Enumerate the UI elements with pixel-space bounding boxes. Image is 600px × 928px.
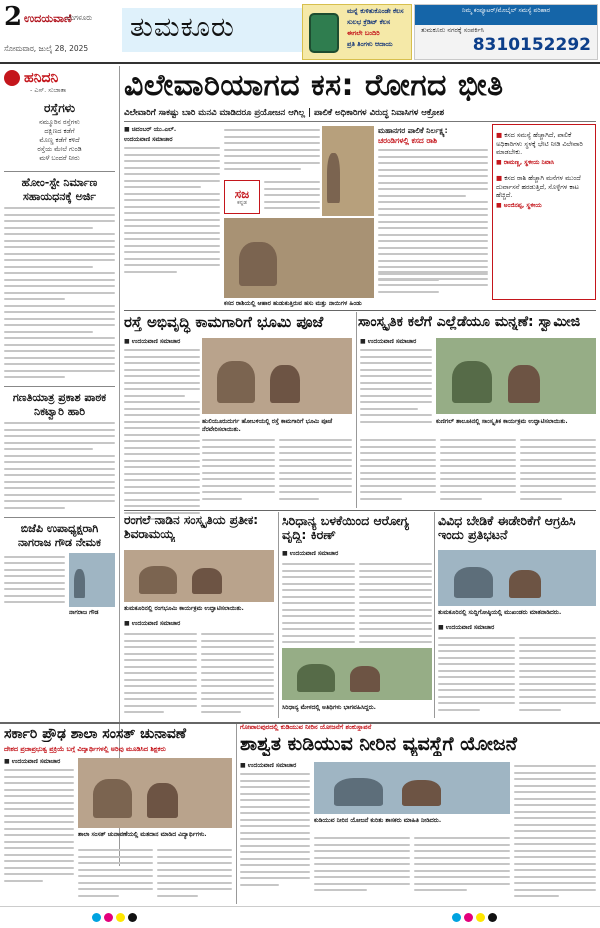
quote-item: ■ ಕಸದ ರಾಶಿ ಹೆಚ್ಚಾಗಿ ಮನೆಗಳ ಮುಂದೆ ದುರ್ವಾಸನೆ ಹರಡುತ್ತಿದೆ, ಸೊಳ್ಳೆಗಳ ಕಾಟ ಹೆಚ್ಚಿದೆ. — [496, 174, 592, 200]
story-body — [4, 422, 115, 509]
photo-caption: ಸಿರಿಧಾನ್ಯ ಮೇಳದಲ್ಲಿ ಅತಿಥಿಗಳು ಭಾಗವಹಿಸಿದ್ದರು. — [282, 704, 376, 711]
story-body — [4, 207, 115, 378]
story-headline: ರಂಗಲೆ ನಾಡಿನ ಸಂಸ್ಕೃತಿಯ ಪ್ರತೀಕ: ಶಿವರಾಮಯ್ಯ — [124, 514, 259, 541]
story-kicker: ಗೋಪಾಲಪುರದಲ್ಲಿ ಕುಡಿಯುವ ನೀರಿನ ಯೋಜನೆಗೆ ಶಂಕುಸ್ಥಾಪನೆ — [240, 724, 372, 731]
ad1-line: ಈಗಲೇ ಬಂದಿರಿ — [347, 29, 380, 37]
issue-date: ಸೋಮವಾರ, ಜುಲೈ 28, 2025 — [4, 44, 89, 53]
bureau: ಉದಯವಾಣಿ ಸಮಾಚಾರ — [124, 136, 173, 143]
yellow-dot-icon — [476, 913, 485, 922]
divider — [124, 310, 596, 311]
story-body-col — [282, 550, 432, 654]
story-body-col — [360, 436, 596, 504]
story-headline: ಗಣತಿಯಾತ್ರ ಪ್ರಕಾಶ ಪಾಠಕ ನಿಕಟ್ವಾರಿ ಹಾರಿ — [4, 386, 115, 419]
divider — [124, 510, 596, 511]
story-subhead: ದೇಶದ ಪ್ರಜಾಪ್ರಭುತ್ವ ಪ್ರಕ್ರಿಯೆ ಬಗ್ಗೆ ವಿದ್ಯಾರ್ಥಿಗಳಲ್ಲಿ ಅರಿವು ಮೂಡಿಸಿದ ಶಿಕ್ಷಕರು — [4, 746, 166, 753]
ad2-phone-number: 8310152292 — [472, 35, 591, 55]
photo-caption: ನಾಗರಾಜ ಗೌಡ — [69, 608, 99, 616]
advertisement-2 — [414, 4, 598, 60]
story-headline: ರಸ್ತೆ ಅಭಿವೃದ್ಧಿ ಕಾಮಗಾರಿಗೆ ಭೂಮಿ ಪೂಜೆ — [124, 314, 324, 331]
column-logo — [4, 70, 115, 86]
bureau: ■ ಉದಯವಾಣಿ ಸಮಾಚಾರ — [124, 338, 181, 345]
ad2-mid-text: ತುಮಕೂರು ನಗರಕ್ಕೆ ಸಂಪರ್ಕಿಸಿ — [421, 26, 485, 34]
bureau: ■ ಉದಯವಾಣಿ ಸಮಾಚಾರ — [4, 758, 61, 765]
quote-author: ■ ರಾಮಣ್ಣ, ಸ್ಥಳೀಯ ನಿವಾಸಿ — [496, 158, 555, 166]
advertisement-1 — [302, 4, 412, 60]
story-headline: ಸಾಂಸ್ಕೃತಿಕ ಕಲೆಗೆ ಎಲ್ಲೆಡೆಯೂ ಮನ್ನಣೆ: ಸ್ವಾಮೀಜಿ — [358, 314, 581, 330]
drop-icon — [4, 70, 20, 86]
news-photo — [314, 762, 510, 814]
photo-caption: ಹುಲಿಯೂರುದುರ್ಗ ಹೋಬಳಿಯಲ್ಲಿ ರಸ್ತೆ ಕಾಮಗಾರಿಗೆ ಭೂಮಿ ಪೂಜೆ ನೆರವೇರಿಸಲಾಯಿತು. — [202, 418, 333, 433]
story-body-col — [78, 846, 232, 901]
quote-author: ■ ಅಂಜಿನಪ್ಪ, ಸ್ಥಳೀಯ — [496, 201, 542, 209]
black-dot-icon — [488, 913, 497, 922]
masthead — [0, 0, 600, 64]
story-headline: ಬಿಜೆಪಿ ಉಪಾಧ್ಯಕ್ಷರಾಗಿ ನಾಗರಾಜ ಗೌಡ ನೇಮಕ — [4, 517, 115, 550]
page-number: 2 — [4, 2, 23, 32]
yellow-dot-icon — [116, 913, 125, 922]
story-body-col — [514, 762, 596, 902]
phone-icon — [309, 13, 339, 53]
poem-line: ಮೊಣ್ಣ ಕಡೆಗೆ ಕಳಿದೆ — [39, 136, 80, 144]
photo-caption: ಶಾಲಾ ಸಂಸತ್ ಚುನಾವಣೆಯಲ್ಲಿ ಮತದಾನ ಮಾಡಿದ ವಿದ್ಯಾರ್ಥಿಗಳು. — [78, 831, 207, 838]
story-headline: ಸಿರಿಧಾನ್ಯ ಬಳಕೆಯಿಂದ ಆರೋಗ್ಯ ವೃದ್ಧಿ: ಕಿರಣ್ — [282, 514, 409, 543]
cyan-dot-icon — [92, 913, 101, 922]
print-registration-strip — [0, 906, 600, 928]
story-body — [4, 556, 65, 617]
photo-caption: ಕುಡಿಯುವ ನೀರಿನ ಯೋಜನೆ ಕುರಿತು ಶಾಸಕರು ಮಾಹಿತಿ ನೀಡಿದರು. — [314, 817, 442, 824]
paper-name: ಉದಯವಾಣಿ — [24, 12, 72, 25]
lead-subhead: ವಿಲೇವಾರಿಗೆ ಸಾಕಷ್ಟು ಬಾರಿ ಮನವಿ ಮಾಡಿದರೂ ಪ್ರಯೋಜನ ಆಗಿಲ್ಲ | ಪಾಲಿಕೆ ಅಧಿಕಾರಿಗಳ ವಿರುದ್ಧ ನಿವಾಸಿಗಳ ಆಕ್ರೋಶ — [124, 108, 596, 122]
black-dot-icon — [128, 913, 137, 922]
ad2-banner — [415, 5, 597, 25]
news-photo — [438, 550, 596, 606]
ad1-line: ಮನ್ನೆ ಕುಳಿತುಕೊಂಡೇ ಕೆಲಸ — [347, 7, 404, 15]
story-headline: ವಿವಿಧ ಬೇಡಿಕೆ ಈಡೇರಿಕೆಗೆ ಆಗ್ರಹಿಸಿ ಇಂದು ಪ್ರತಿಭಟನೆ — [438, 514, 576, 543]
story-body-col — [360, 338, 432, 427]
garbage-photo-top — [322, 126, 374, 216]
story-body-col — [4, 758, 74, 886]
story-body-col — [124, 620, 274, 718]
magenta-dot-icon — [104, 913, 113, 922]
story-body-col — [314, 834, 510, 896]
box-head-red: ಮಹಾನಗರ ಪಾಲಿಕೆ ನಿರ್ಲಕ್ಷ್ಯ: — [378, 126, 448, 135]
photo-caption: ಕುಣಿಗಲ್ ತಾಲೂಕಿನಲ್ಲಿ ಸಾಂಸ್ಕೃತಿಕ ಕಾರ್ಯಕ್ರಮ ಉದ್ಘಾಟಿಸಲಾಯಿತು. — [436, 418, 568, 425]
bureau: ■ ಉದಯವಾಣಿ ಸಮಾಚಾರ — [124, 620, 181, 627]
quotes-box — [492, 124, 596, 300]
story-headline: ಹೋಂ-ಸ್ಟೇ ನಿರ್ಮಾಣ ಸಹಾಯಧನಕ್ಕೆ ಅರ್ಜಿ — [4, 171, 115, 204]
lead-column-2b — [264, 178, 320, 218]
sajha-tag: ಸಜ — [234, 186, 250, 201]
poem-body — [4, 118, 115, 163]
ad1-line: ಪ್ರತಿ ತಿಂಗಳು ಆದಾಯ — [347, 40, 393, 48]
column-divider — [434, 512, 435, 718]
poem-title: ರಸ್ತೆಗಳು — [43, 101, 76, 115]
city-banner — [122, 8, 302, 52]
column-divider — [356, 312, 357, 508]
city-name: ತುಮಕೂರು — [130, 12, 235, 43]
lead-column-3 — [378, 126, 488, 286]
lead-headline: ವಿಲೇವಾರಿಯಾಗದ ಕಸ: ರೋಗದ ಭೀತಿ — [124, 68, 504, 103]
news-photo — [202, 338, 352, 414]
lead-column-2 — [224, 126, 320, 176]
lead-body — [124, 147, 220, 273]
story-headline: ಸರ್ಕಾರಿ ಪ್ರೌಢ ಶಾಲಾ ಸಂಸತ್ ಚುನಾವಣೆ — [4, 726, 187, 742]
bureau: ■ ಉದಯವಾಣಿ ಸಮಾಚಾರ — [438, 624, 495, 631]
bureau: ■ ಉದಯವಾಣಿ ಸಮಾಚಾರ — [282, 550, 339, 557]
ad2-top-text: ನಿಮ್ಮ ಕಂಪ್ಯೂಟರ್/ಮೊಬೈಲ್ ಸಮಸ್ಯೆ ಪರಿಹಾರ — [462, 7, 550, 14]
bureau: ■ ಉದಯವಾಣಿ ಸಮಾಚಾರ — [360, 338, 417, 345]
paper-edition: ಬೆಂಗಳೂರು — [66, 14, 93, 22]
news-photo — [78, 758, 232, 828]
column-author: - ಎಸ್. ಸುಜಾತಾ — [30, 86, 67, 94]
byline: ■ ಚಿದಂಬರ್ ಯು.ಎಲ್. — [124, 126, 177, 133]
photo-caption: ತುಮಕೂರಿನಲ್ಲಿ ರಂಗಭೂಮಿ ಕಾರ್ಯಕ್ರಮ ಉದ್ಘಾಟಿಸಲಾಯಿತು. — [124, 605, 244, 612]
column-divider — [236, 724, 237, 904]
ad1-line: ಸುಲಭ ಕ್ರೆಡಿಟ್ ಕೆಲಸ — [347, 18, 391, 26]
lead-column-3b — [378, 268, 488, 297]
sajha-sub: ಕನ್ನಡ — [237, 199, 247, 206]
column-divider — [278, 512, 279, 718]
story-body-col — [124, 338, 200, 525]
news-photo — [282, 648, 432, 700]
poem-line: ನಮ್ಮೂರಿನ ರಸ್ತೆಗಳು — [39, 118, 80, 126]
portrait-photo — [69, 553, 115, 607]
box-head-black: ಚರಂಡಿಗಳಲ್ಲಿ ಕಸದ ರಾಶಿ — [378, 136, 438, 145]
lead-column-1 — [124, 126, 220, 296]
news-photo — [124, 550, 274, 602]
story-body-col — [240, 762, 310, 890]
cyan-dot-icon — [452, 913, 461, 922]
story-body-col — [202, 436, 352, 504]
bureau: ■ ಉದಯವಾಣಿ ಸಮಾಚಾರ — [240, 762, 297, 769]
news-photo — [436, 338, 596, 414]
story-body-col — [438, 624, 596, 715]
poem-line: ಮಳೆ ಬಂದರೆ ನೀರು — [39, 154, 80, 162]
lead-photo-caption: ಕಸದ ರಾಶಿಯಲ್ಲಿ ಆಹಾರ ಹುಡುಕುತ್ತಿರುವ ಹಸು ಮತ್ತು ನಾಯಿಗಳ ಹಿಂಡು — [224, 300, 362, 307]
sajha-badge — [224, 180, 260, 214]
photo-caption: ತುಮಕೂರಿನಲ್ಲಿ ಸುದ್ದಿಗೋಷ್ಠಿಯಲ್ಲಿ ಮುಖಂಡರು ಮಾತನಾಡಿದರು. — [438, 609, 562, 616]
quote-item: ■ ಕಸದ ಸಮಸ್ಯೆ ಹೆಚ್ಚಾಗಿದೆ, ಪಾಲಿಕೆ ಅಧಿಕಾರಿಗಳು ಸ್ಥಳಕ್ಕೆ ಭೇಟಿ ನೀಡಿ ವಿಲೇವಾರಿ ಮಾಡಬೇಕು. — [496, 131, 592, 157]
magenta-dot-icon — [464, 913, 473, 922]
garbage-photo — [224, 218, 374, 298]
story-headline: ಶಾಶ್ವತ ಕುಡಿಯುವ ನೀರಿನ ವ್ಯವಸ್ಥೆಗೆ ಯೋಜನೆ — [240, 734, 518, 755]
masthead-left — [4, 4, 124, 60]
poem-line: ದಕ್ಷಿಣದ ಕಡೆಗೆ — [44, 127, 75, 135]
column-logo-text: ಹನಿದನಿ — [24, 70, 59, 86]
poem-line: ರಸ್ತೆಯ ಮೇಲೆ ಗುಂಡಿ — [37, 145, 82, 153]
